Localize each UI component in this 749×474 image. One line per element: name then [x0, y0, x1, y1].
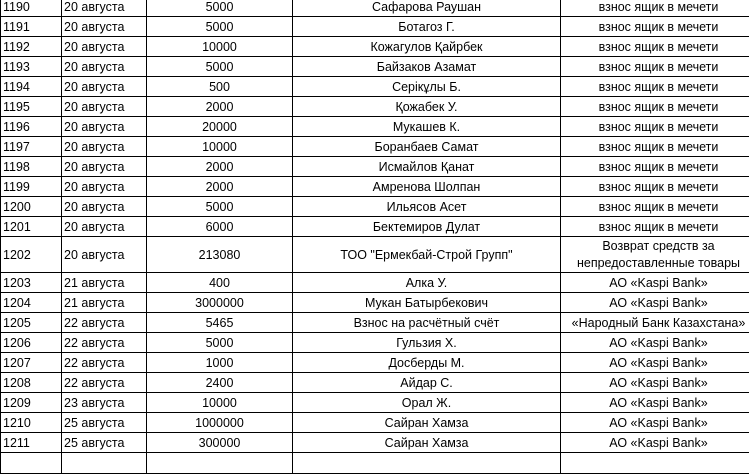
table-row — [1, 117, 749, 137]
payment-note-cell: взнос ящик в мечети — [561, 77, 749, 97]
amount-cell: 213080 — [147, 237, 293, 273]
donor-name-cell: Гульзия Х. — [293, 333, 561, 353]
donor-name-cell: Взнос на расчётный счёт — [293, 313, 561, 333]
date-cell: 20 августа — [62, 157, 147, 177]
donor-name-cell: Сафарова Раушан — [293, 0, 561, 17]
payment-note-cell: «Народный Банк Казахстана» — [561, 313, 749, 333]
table-row — [1, 273, 749, 293]
row-number-cell: 1195 — [1, 97, 62, 117]
empty-cell — [293, 453, 561, 474]
payment-note-cell: взнос ящик в мечети — [561, 177, 749, 197]
amount-cell: 10000 — [147, 137, 293, 157]
donor-name-cell: Айдар С. — [293, 373, 561, 393]
payment-note-cell: Возврат средств за непредоставленные товары — [561, 237, 749, 273]
row-number-cell: 1206 — [1, 333, 62, 353]
row-number-cell: 1209 — [1, 393, 62, 413]
amount-cell: 5000 — [147, 333, 293, 353]
amount-cell: 400 — [147, 273, 293, 293]
table-row — [1, 0, 749, 17]
amount-cell: 500 — [147, 77, 293, 97]
row-number-cell: 1192 — [1, 37, 62, 57]
date-cell: 22 августа — [62, 373, 147, 393]
donations-table-body — [1, 0, 749, 474]
payment-note-cell: АО «Kaspi Bank» — [561, 433, 749, 453]
table-row — [1, 413, 749, 433]
payment-note-cell: АО «Kaspi Bank» — [561, 353, 749, 373]
empty-cell — [561, 453, 749, 474]
donor-name-cell: Ботагоз Г. — [293, 17, 561, 37]
donor-name-cell: Сайран Хамза — [293, 413, 561, 433]
donor-name-cell: Амренова Шолпан — [293, 177, 561, 197]
amount-cell: 300000 — [147, 433, 293, 453]
row-number-cell: 1203 — [1, 273, 62, 293]
table-row — [1, 217, 749, 237]
date-cell: 22 августа — [62, 333, 147, 353]
date-cell: 20 августа — [62, 17, 147, 37]
row-number-cell: 1193 — [1, 57, 62, 77]
date-cell: 20 августа — [62, 197, 147, 217]
row-number-cell: 1205 — [1, 313, 62, 333]
table-row — [1, 433, 749, 453]
row-number-cell: 1202 — [1, 237, 62, 273]
row-number-cell: 1198 — [1, 157, 62, 177]
table-row — [1, 293, 749, 313]
table-row — [1, 57, 749, 77]
date-cell: 20 августа — [62, 177, 147, 197]
payment-note-cell: АО «Kaspi Bank» — [561, 333, 749, 353]
amount-cell: 5465 — [147, 313, 293, 333]
donor-name-cell: Боранбаев Самат — [293, 137, 561, 157]
amount-cell: 5000 — [147, 17, 293, 37]
payment-note-cell: взнос ящик в мечети — [561, 37, 749, 57]
date-cell: 22 августа — [62, 313, 147, 333]
payment-note-cell: взнос ящик в мечети — [561, 197, 749, 217]
amount-cell: 5000 — [147, 197, 293, 217]
payment-note-cell: взнос ящик в мечети — [561, 117, 749, 137]
date-cell: 20 августа — [62, 97, 147, 117]
empty-cell — [147, 453, 293, 474]
row-number-cell: 1207 — [1, 353, 62, 373]
payment-note-cell: АО «Kaspi Bank» — [561, 273, 749, 293]
date-cell: 23 августа — [62, 393, 147, 413]
row-number-cell: 1208 — [1, 373, 62, 393]
date-cell: 20 августа — [62, 217, 147, 237]
table-row — [1, 137, 749, 157]
amount-cell: 3000000 — [147, 293, 293, 313]
amount-cell: 2000 — [147, 177, 293, 197]
row-number-cell: 1199 — [1, 177, 62, 197]
row-number-cell: 1197 — [1, 137, 62, 157]
date-cell: 20 августа — [62, 77, 147, 97]
payment-note-cell: взнос ящик в мечети — [561, 0, 749, 17]
payment-note-cell: взнос ящик в мечети — [561, 217, 749, 237]
amount-cell: 5000 — [147, 0, 293, 17]
donor-name-cell: Серікұлы Б. — [293, 77, 561, 97]
donor-name-cell: Мукашев К. — [293, 117, 561, 137]
row-number-cell: 1211 — [1, 433, 62, 453]
row-number-cell: 1201 — [1, 217, 62, 237]
table-row — [1, 17, 749, 37]
amount-cell: 10000 — [147, 37, 293, 57]
payment-note-cell: взнос ящик в мечети — [561, 157, 749, 177]
date-cell: 21 августа — [62, 273, 147, 293]
date-cell: 20 августа — [62, 37, 147, 57]
payment-note-cell: АО «Kaspi Bank» — [561, 393, 749, 413]
empty-cell — [1, 453, 62, 474]
table-row — [1, 333, 749, 353]
payment-note-cell: взнос ящик в мечети — [561, 137, 749, 157]
donor-name-cell: Байзаков Азамат — [293, 57, 561, 77]
date-cell: 25 августа — [62, 433, 147, 453]
amount-cell: 2000 — [147, 157, 293, 177]
table-row — [1, 37, 749, 57]
amount-cell: 1000 — [147, 353, 293, 373]
table-row — [1, 313, 749, 333]
table-row — [1, 373, 749, 393]
donor-name-cell: Бектемиров Дулат — [293, 217, 561, 237]
date-cell: 21 августа — [62, 293, 147, 313]
table-row — [1, 197, 749, 217]
table-row — [1, 237, 749, 273]
donor-name-cell: ТОО "Ермекбай-Строй Групп" — [293, 237, 561, 273]
donor-name-cell: Досберды М. — [293, 353, 561, 373]
table-row — [1, 97, 749, 117]
table-row — [1, 353, 749, 373]
date-cell: 20 августа — [62, 0, 147, 17]
table-row — [1, 177, 749, 197]
payment-note-cell: взнос ящик в мечети — [561, 57, 749, 77]
amount-cell: 1000000 — [147, 413, 293, 433]
donor-name-cell: Мукан Батырбекович — [293, 293, 561, 313]
amount-cell: 2400 — [147, 373, 293, 393]
amount-cell: 2000 — [147, 97, 293, 117]
empty-cell — [62, 453, 147, 474]
amount-cell: 20000 — [147, 117, 293, 137]
date-cell: 20 августа — [62, 137, 147, 157]
table-row — [1, 393, 749, 413]
donor-name-cell: Ильясов Асет — [293, 197, 561, 217]
donor-name-cell: Орал Ж. — [293, 393, 561, 413]
amount-cell: 10000 — [147, 393, 293, 413]
row-number-cell: 1196 — [1, 117, 62, 137]
date-cell: 20 августа — [62, 117, 147, 137]
payment-note-cell: взнос ящик в мечети — [561, 97, 749, 117]
payment-note-cell: АО «Kaspi Bank» — [561, 293, 749, 313]
donor-name-cell: Сайран Хамза — [293, 433, 561, 453]
date-cell: 22 августа — [62, 353, 147, 373]
donor-name-cell: Кожагулов Қайрбек — [293, 37, 561, 57]
donor-name-cell: Исмайлов Қанат — [293, 157, 561, 177]
table-row — [1, 77, 749, 97]
amount-cell: 6000 — [147, 217, 293, 237]
row-number-cell: 1191 — [1, 17, 62, 37]
row-number-cell: 1210 — [1, 413, 62, 433]
row-number-cell: 1200 — [1, 197, 62, 217]
payment-note-cell: АО «Kaspi Bank» — [561, 373, 749, 393]
table-row — [1, 157, 749, 177]
date-cell: 20 августа — [62, 57, 147, 77]
date-cell: 20 августа — [62, 237, 147, 273]
empty-table-row — [1, 453, 749, 474]
row-number-cell: 1204 — [1, 293, 62, 313]
row-number-cell: 1190 — [1, 0, 62, 17]
payment-note-cell: АО «Kaspi Bank» — [561, 413, 749, 433]
row-number-cell: 1194 — [1, 77, 62, 97]
donor-name-cell: Алка У. — [293, 273, 561, 293]
donor-name-cell: Қожабек У. — [293, 97, 561, 117]
payment-note-cell: взнос ящик в мечети — [561, 17, 749, 37]
date-cell: 25 августа — [62, 413, 147, 433]
amount-cell: 5000 — [147, 57, 293, 77]
